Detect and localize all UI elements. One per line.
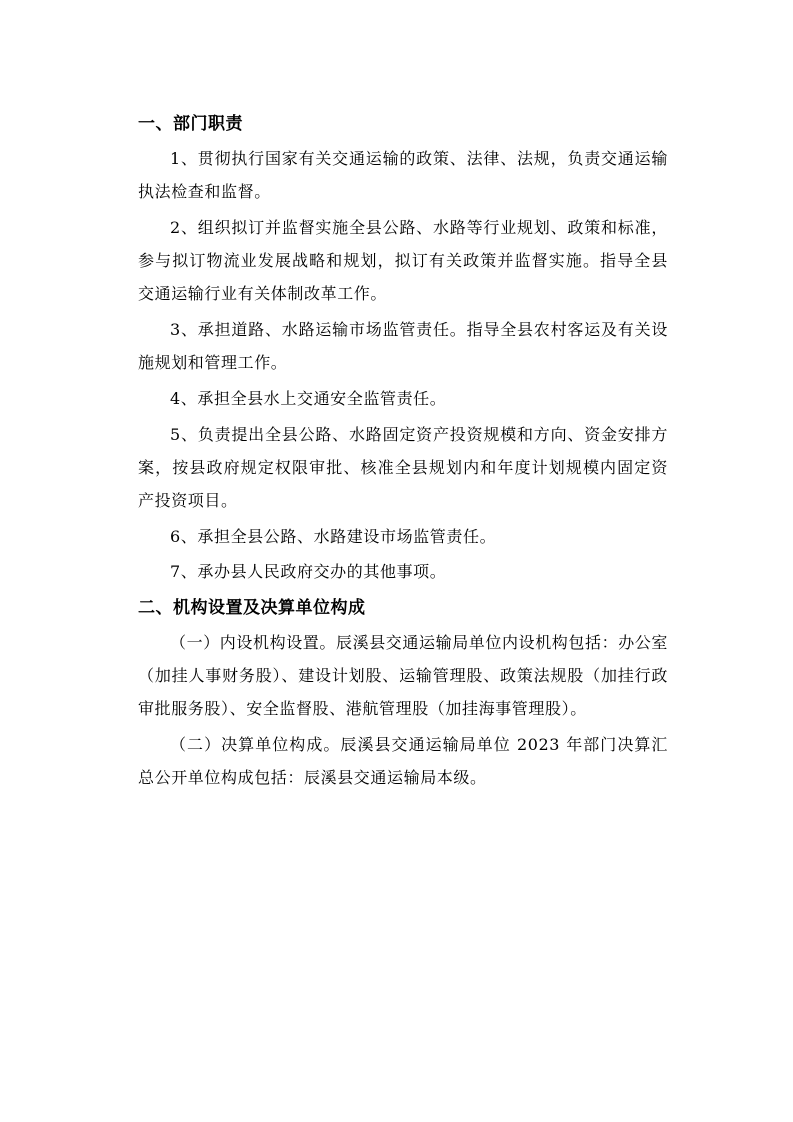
org-item-budget-units: （二）决算单位构成。辰溪县交通运输局单位 2023 年部门决算汇总公开单位构成包括：辰溪县交通运输局本级。 [138,735,668,787]
duty-item-6: 6、承担全县公路、水路建设市场监管责任。 [170,527,497,546]
duty-item-2: 2、组织拟订并监督实施全县公路、水路等行业规划、政策和标准，参与拟订物流业发展战略和规划，拟订有关政策并监督实施。指导全县交通运输行业有关体制改革工作。 [138,218,668,303]
duty-item-7: 7、承办县人民政府交办的其他事项。 [170,562,447,581]
duty-item-1: 1、贯彻执行国家有关交通运输的政策、法律、法规，负责交通运输执法检查和监督。 [138,149,668,201]
section-heading-duties: 一、部门职责 [138,114,243,134]
duty-item-5: 5、负责提出全县公路、水路固定资产投资规模和方向、资金安排方案，按县政府规定权限审批、核准全县规划内和年度计划规模内固定资产投资项目。 [138,425,668,510]
duty-item-3: 3、承担道路、水路运输市场监管责任。指导全县农村客运及有关设施规划和管理工作。 [138,320,668,372]
section-heading-organization: 二、机构设置及决算单位构成 [138,598,366,618]
duty-item-4: 4、承担全县水上交通安全监管责任。 [170,389,447,408]
org-item-internal-structure: （一）内设机构设置。辰溪县交通运输局单位内设机构包括：办公室（加挂人事财务股）、建设计划股、运输管理股、政策法规股（加挂行政审批服务股）、安全监督股、港航管理股（加挂海事管理股）。 [138,633,669,718]
document-body [138,106,668,797]
